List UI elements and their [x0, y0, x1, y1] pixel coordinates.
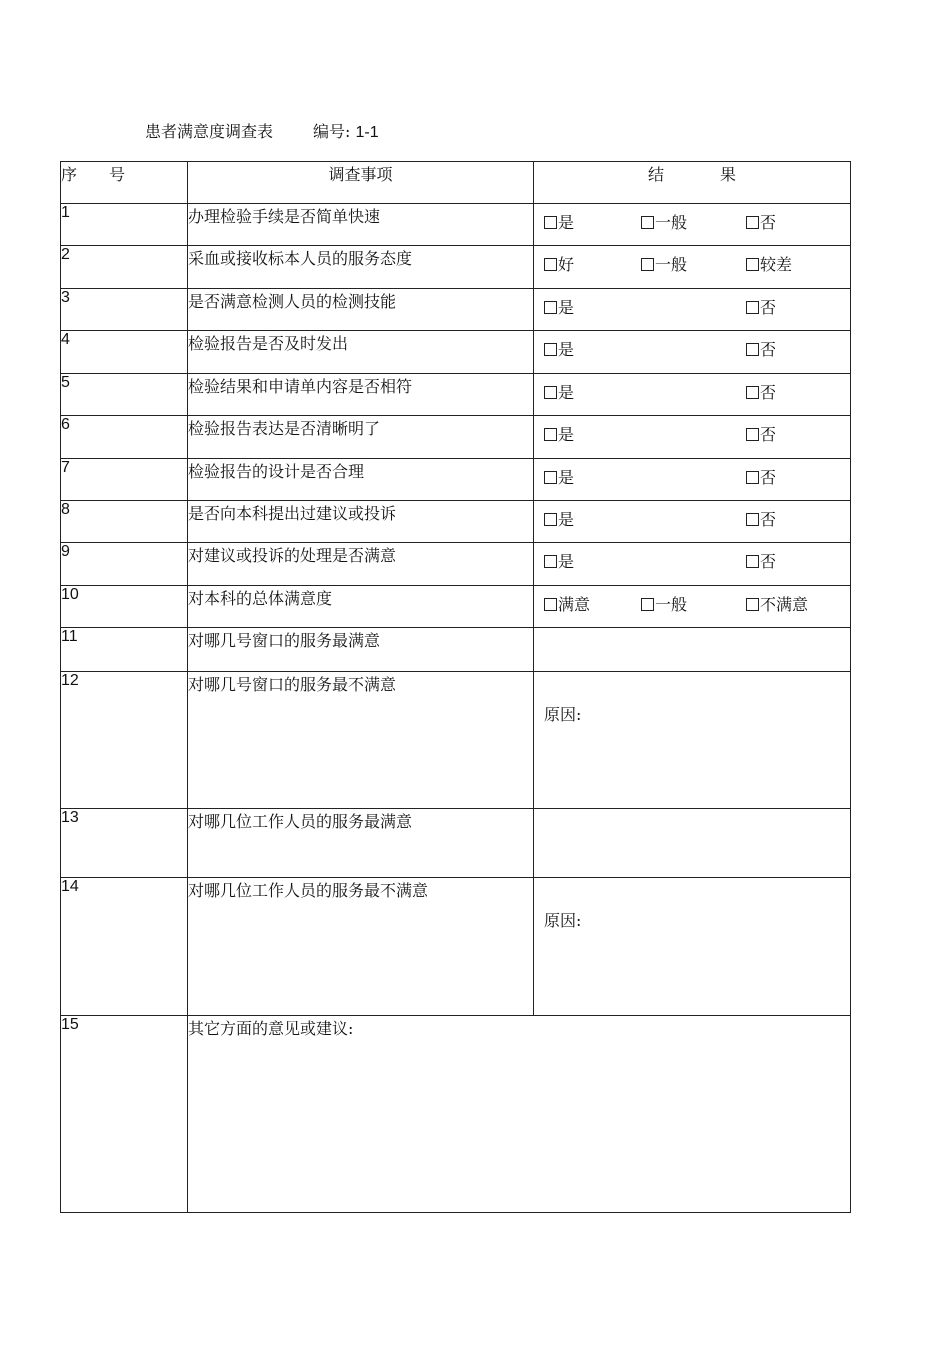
table-row [61, 586, 851, 628]
table-row [61, 809, 851, 878]
row-number: 13 [61, 809, 188, 878]
checkbox[interactable] [746, 513, 759, 526]
row-answer-cell[interactable] [534, 543, 851, 586]
checkbox[interactable] [641, 216, 654, 229]
header-no-a: 序 [61, 165, 78, 184]
row-number: 6 [61, 416, 188, 459]
row-question: 检验结果和申请单内容是否相符 [188, 374, 534, 416]
option-label: 好 [558, 255, 575, 274]
table-row [61, 1016, 851, 1213]
row-question: 是否向本科提出过建议或投诉 [188, 501, 534, 543]
row-question: 对哪几位工作人员的服务最不满意 [188, 878, 534, 1016]
row-answer-cell[interactable] [534, 628, 851, 672]
header-item: 调查事项 [188, 162, 534, 204]
checkbox[interactable] [544, 513, 557, 526]
row-number: 8 [61, 501, 188, 543]
row-question: 对哪几位工作人员的服务最满意 [188, 809, 534, 878]
row-question: 是否满意检测人员的检测技能 [188, 289, 534, 331]
answer-option[interactable] [746, 592, 808, 615]
row-number: 2 [61, 246, 188, 289]
option-label: 否 [760, 383, 777, 402]
row-answer-cell[interactable] [534, 878, 851, 1016]
table-row [61, 246, 851, 289]
checkbox[interactable] [544, 555, 557, 568]
answer-option[interactable] [641, 210, 687, 233]
checkbox[interactable] [746, 598, 759, 611]
option-label: 否 [760, 213, 777, 232]
option-label: 较差 [760, 255, 793, 274]
row-number: 7 [61, 459, 188, 501]
option-label: 否 [760, 340, 777, 359]
row-number: 5 [61, 374, 188, 416]
answer-option[interactable] [746, 252, 792, 275]
option-label: 一般 [655, 255, 688, 274]
answer-option[interactable] [746, 337, 776, 360]
option-label: 否 [760, 425, 777, 444]
table-row [61, 374, 851, 416]
row-question: 检验报告是否及时发出 [188, 331, 534, 374]
survey-table [60, 161, 851, 1213]
row-number: 10 [61, 586, 188, 628]
answer-option[interactable] [746, 295, 776, 318]
answer-option[interactable] [544, 337, 574, 360]
answer-option[interactable] [544, 210, 574, 233]
answer-option[interactable] [746, 507, 776, 530]
checkbox[interactable] [746, 386, 759, 399]
row-question: 对哪几号窗口的服务最不满意 [188, 672, 534, 809]
checkbox[interactable] [641, 258, 654, 271]
table-row [61, 501, 851, 543]
checkbox[interactable] [746, 555, 759, 568]
row-answer-cell[interactable] [534, 374, 851, 416]
answer-option[interactable] [746, 380, 776, 403]
row-answer-cell[interactable] [534, 459, 851, 501]
answer-option[interactable] [544, 422, 574, 445]
row-answer-cell[interactable] [534, 586, 851, 628]
option-label: 是 [558, 425, 575, 444]
form-title: 患者满意度调查表 [145, 122, 274, 141]
header-result [534, 162, 851, 204]
table-header-row [61, 162, 851, 204]
answer-option[interactable] [746, 549, 776, 572]
answer-option[interactable] [641, 592, 687, 615]
row-number: 12 [61, 672, 188, 809]
row-question: 采血或接收标本人员的服务态度 [188, 246, 534, 289]
row-number: 3 [61, 289, 188, 331]
table-row [61, 331, 851, 374]
answer-option[interactable] [544, 252, 574, 275]
checkbox[interactable] [746, 301, 759, 314]
row-question: 对建议或投诉的处理是否满意 [188, 543, 534, 586]
answer-option[interactable] [746, 422, 776, 445]
table-row [61, 289, 851, 331]
row-question: 对哪几号窗口的服务最满意 [188, 628, 534, 672]
row-answer-cell[interactable] [534, 331, 851, 374]
form-title-line [145, 119, 379, 142]
checkbox[interactable] [746, 343, 759, 356]
option-label: 一般 [655, 213, 688, 232]
checkbox[interactable] [746, 471, 759, 484]
option-label: 不满意 [760, 595, 809, 614]
form-number-label: 编号: [313, 122, 351, 141]
row-number: 15 [61, 1016, 188, 1213]
table-row [61, 204, 851, 246]
row-question: 检验报告的设计是否合理 [188, 459, 534, 501]
header-result-b: 果 [720, 165, 737, 184]
answer-option[interactable] [544, 549, 574, 572]
option-label: 是 [558, 213, 575, 232]
option-label: 否 [760, 468, 777, 487]
row-number: 11 [61, 628, 188, 672]
row-answer-cell[interactable] [534, 289, 851, 331]
table-row [61, 628, 851, 672]
answer-option[interactable] [544, 295, 574, 318]
answer-option[interactable] [544, 592, 590, 615]
row-answer-cell[interactable] [534, 672, 851, 809]
row-answer-cell[interactable] [534, 204, 851, 246]
row-answer-cell[interactable] [534, 416, 851, 459]
row-number: 9 [61, 543, 188, 586]
row-question: 办理检验手续是否简单快速 [188, 204, 534, 246]
option-label: 是 [558, 468, 575, 487]
reason-label: 原因: [544, 911, 582, 930]
table-row [61, 543, 851, 586]
row-answer-cell[interactable] [534, 809, 851, 878]
checkbox[interactable] [544, 386, 557, 399]
answer-option[interactable] [544, 465, 574, 488]
table-row [61, 416, 851, 459]
option-label: 否 [760, 552, 777, 571]
checkbox[interactable] [746, 428, 759, 441]
checkbox[interactable] [746, 258, 759, 271]
row-question: 检验报告表达是否清晰明了 [188, 416, 534, 459]
table-row [61, 878, 851, 1016]
table-row [61, 459, 851, 501]
checkbox[interactable] [544, 301, 557, 314]
header-result-a: 结 [647, 165, 664, 184]
row-number: 1 [61, 204, 188, 246]
checkbox[interactable] [544, 598, 557, 611]
answer-option[interactable] [746, 465, 776, 488]
row-answer-cell[interactable] [534, 246, 851, 289]
option-label: 是 [558, 340, 575, 359]
checkbox[interactable] [544, 343, 557, 356]
checkbox[interactable] [544, 428, 557, 441]
checkbox[interactable] [544, 216, 557, 229]
option-label: 一般 [655, 595, 688, 614]
row-answer-cell[interactable] [534, 501, 851, 543]
option-label: 满意 [558, 595, 591, 614]
option-label: 是 [558, 510, 575, 529]
option-label: 是 [558, 552, 575, 571]
checkbox[interactable] [641, 598, 654, 611]
option-label: 是 [558, 298, 575, 317]
reason-label: 原因: [544, 705, 582, 724]
checkbox[interactable] [544, 258, 557, 271]
checkbox[interactable] [746, 216, 759, 229]
row-number: 4 [61, 331, 188, 374]
option-label: 否 [760, 298, 777, 317]
row-number: 14 [61, 878, 188, 1016]
form-number-value: 1-1 [355, 124, 379, 141]
header-no [61, 162, 188, 204]
answer-option[interactable] [544, 507, 574, 530]
row-question: 对本科的总体满意度 [188, 586, 534, 628]
answer-option[interactable] [641, 252, 687, 275]
header-no-b: 号 [109, 165, 126, 184]
row-question: 其它方面的意见或建议: [188, 1016, 851, 1213]
answer-option[interactable] [746, 210, 776, 233]
option-label: 是 [558, 383, 575, 402]
answer-option[interactable] [544, 380, 574, 403]
table-row [61, 672, 851, 809]
checkbox[interactable] [544, 471, 557, 484]
option-label: 否 [760, 510, 777, 529]
